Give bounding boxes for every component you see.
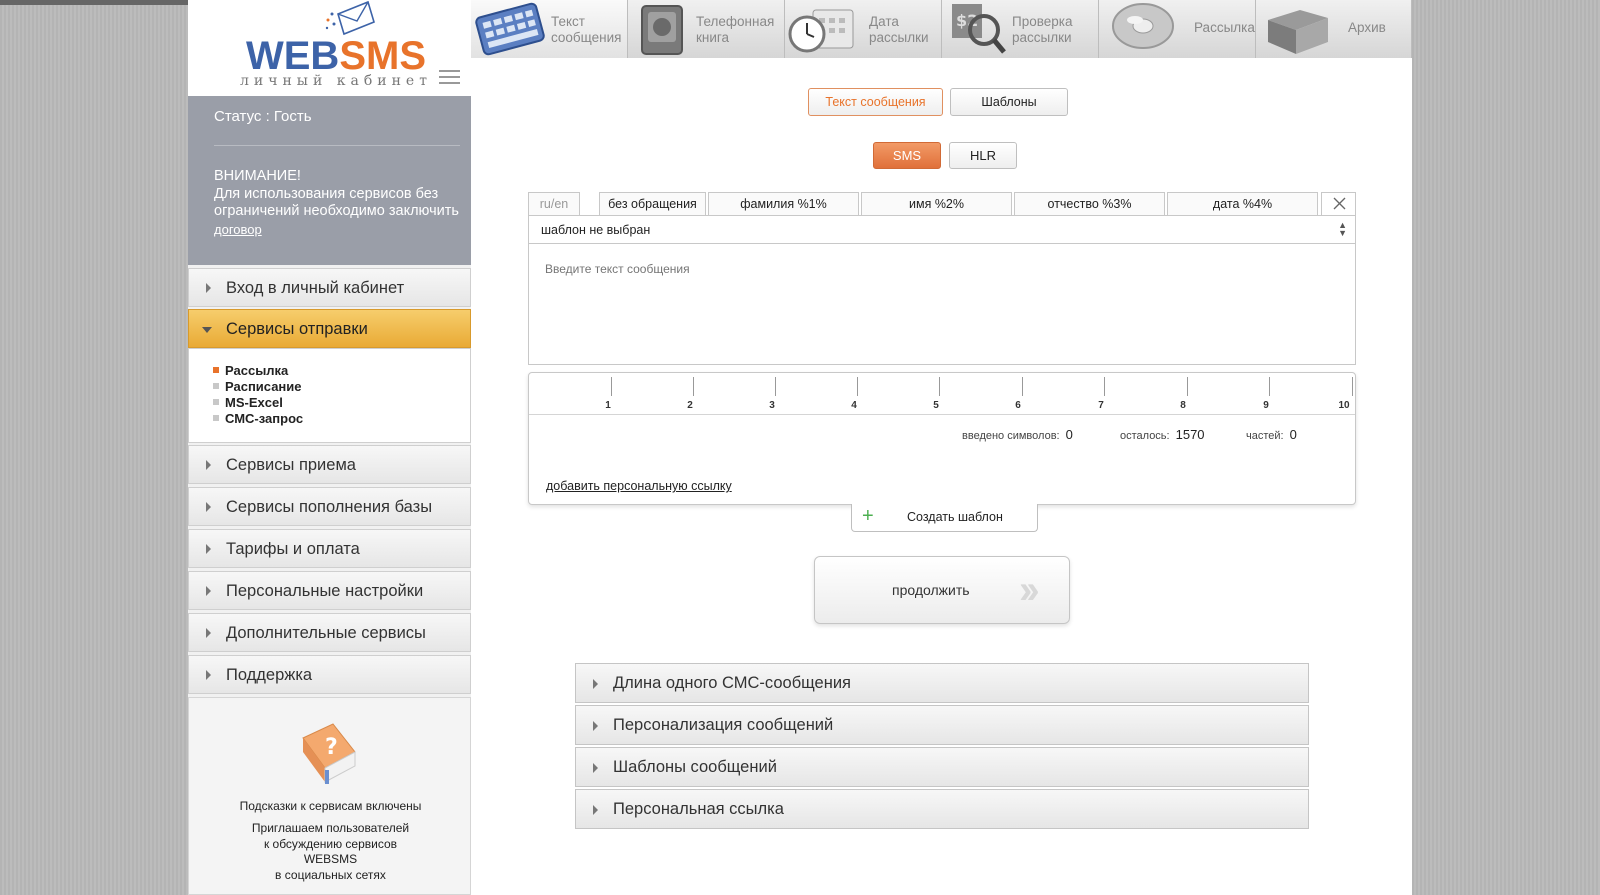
help-status-text: Подсказки к сервисам включены — [239, 799, 422, 813]
ruler-label: 4 — [851, 400, 857, 411]
logo[interactable] — [188, 0, 471, 96]
svg-text:?: ? — [325, 735, 338, 760]
sidebar-item-label: Персональные настройки — [226, 582, 424, 600]
submenu-item-mailing[interactable]: Рассылка — [225, 363, 288, 378]
template-select[interactable] — [528, 215, 1356, 244]
envelope-icon — [324, 0, 376, 36]
add-personal-link[interactable]: добавить персональную ссылку — [546, 479, 732, 493]
logo-text: WEBSMS — [246, 34, 427, 78]
sidebar-item-receive-services[interactable] — [188, 445, 471, 484]
bullet-icon — [213, 367, 219, 373]
main-content — [471, 0, 1412, 895]
tab-label: Текст сообщения — [551, 14, 622, 45]
tab-no-address[interactable]: без обращения — [599, 192, 706, 215]
submenu-item-sms-request[interactable]: СМС-запрос — [225, 411, 303, 426]
triangle-right-icon — [593, 679, 598, 689]
status-panel — [188, 96, 471, 265]
triangle-right-icon — [206, 670, 211, 680]
tab-mailing[interactable] — [1099, 0, 1256, 58]
logo-subtitle: личный кабинет — [240, 73, 432, 89]
ruler-label: 6 — [1015, 400, 1021, 411]
ruler-label: 1 — [605, 400, 611, 411]
triangle-right-icon — [593, 805, 598, 815]
tab-check-mailing[interactable] — [942, 0, 1099, 58]
ruler-tick — [939, 377, 940, 396]
tab-label: Рассылка — [1194, 20, 1255, 35]
sidebar-item-send-services[interactable] — [188, 309, 471, 348]
ruler-tick — [775, 377, 776, 396]
message-input[interactable] — [528, 244, 1356, 365]
chevron-updown-icon: ▲ ▼ — [1338, 220, 1347, 238]
mode-templates-button[interactable]: Шаблоны — [950, 88, 1068, 116]
ruler-label: 2 — [687, 400, 693, 411]
tab-phonebook[interactable] — [628, 0, 785, 58]
parts-count: частей: 0 — [1246, 427, 1297, 442]
submenu-item-excel[interactable]: MS-Excel — [225, 395, 283, 410]
ruler-tick — [857, 377, 858, 396]
sidebar — [188, 0, 471, 895]
continue-label: продолжить — [892, 582, 970, 598]
tab-label: Проверка рассылки — [1012, 14, 1073, 45]
triangle-right-icon — [206, 502, 211, 512]
remaining-count: осталось: 1570 — [1120, 427, 1205, 442]
sidebar-item-label: Дополнительные сервисы — [226, 624, 426, 642]
tab-date[interactable]: дата %4% — [1167, 192, 1318, 215]
ruler-label: 3 — [769, 400, 775, 411]
svg-text:$2: $2 — [956, 11, 979, 30]
clock-icon — [787, 2, 859, 56]
ruler-tick — [1187, 377, 1188, 396]
sidebar-item-extra-services[interactable] — [188, 613, 471, 652]
personalization-tabs — [528, 192, 1356, 215]
ruler-label: 10 — [1338, 400, 1350, 411]
status-text: Статус : Гость — [214, 108, 312, 125]
ruler-label: 7 — [1098, 400, 1104, 411]
submenu-send-services — [188, 348, 471, 443]
divider — [214, 145, 460, 146]
ruler-label: 8 — [1180, 400, 1186, 411]
accordion-label: Персонализация сообщений — [613, 716, 834, 734]
tab-label: Телефонная книга — [696, 14, 775, 45]
triangle-right-icon — [206, 283, 211, 293]
close-icon — [1322, 193, 1357, 215]
tab-archive[interactable] — [1256, 0, 1412, 58]
sms-parts-ruler — [529, 373, 1355, 415]
accordion-templates[interactable] — [575, 747, 1309, 787]
triangle-down-icon — [202, 327, 212, 333]
ruler-tick — [1022, 377, 1023, 396]
bullet-icon — [213, 383, 219, 389]
archive-icon — [1260, 2, 1332, 56]
continue-button[interactable] — [814, 556, 1070, 624]
magnifier-icon — [946, 2, 1010, 56]
triangle-right-icon — [206, 586, 211, 596]
tab-label: Архив — [1348, 20, 1386, 35]
help-panel — [188, 697, 471, 895]
ruler-tick — [693, 377, 694, 396]
hamburger-icon[interactable] — [439, 70, 460, 84]
help-book-icon[interactable] — [295, 718, 361, 788]
plus-icon: + — [862, 505, 874, 527]
sidebar-item-support[interactable] — [188, 655, 471, 694]
accordion-label: Персональная ссылка — [613, 800, 784, 818]
sms-button[interactable]: SMS — [873, 142, 941, 169]
counter-panel — [528, 372, 1356, 505]
bullet-icon — [213, 399, 219, 405]
sidebar-item-tariffs[interactable] — [188, 529, 471, 568]
sidebar-item-label: Тарифы и оплата — [226, 540, 360, 558]
ruler-tick — [1269, 377, 1270, 396]
top-tabs — [471, 0, 1412, 58]
hlr-button[interactable]: HLR — [949, 142, 1017, 169]
tab-label: Дата рассылки — [869, 14, 929, 45]
keyboard-icon — [473, 2, 547, 56]
tab-send-date[interactable] — [785, 0, 942, 58]
warning-block — [214, 168, 464, 239]
submenu-item-schedule[interactable]: Расписание — [225, 379, 302, 394]
create-template-button[interactable] — [851, 504, 1038, 532]
ruler-label: 5 — [933, 400, 939, 411]
sidebar-item-settings[interactable] — [188, 571, 471, 610]
triangle-right-icon — [206, 628, 211, 638]
triangle-right-icon — [593, 763, 598, 773]
sidebar-item-label: Вход в личный кабинет — [226, 279, 405, 297]
clear-button[interactable] — [1321, 192, 1356, 215]
tab-name[interactable]: имя %2% — [861, 192, 1012, 215]
accordion-personalization[interactable] — [575, 705, 1309, 745]
tab-patronymic[interactable]: отчество %3% — [1014, 192, 1165, 215]
ruler-tick — [611, 377, 612, 396]
bullet-icon — [213, 415, 219, 421]
mode-text-button[interactable]: Текст сообщения — [808, 88, 943, 116]
warning-title: ВНИМАНИЕ! — [214, 168, 301, 184]
tab-surname[interactable]: фамилия %1% — [708, 192, 859, 215]
double-chevron-right-icon: ›› — [1019, 568, 1034, 612]
ruler-tick — [1104, 377, 1105, 396]
entered-count: введено символов: 0 — [962, 427, 1073, 442]
template-select-value: шаблон не выбран — [541, 223, 651, 237]
accordion-label: Шаблоны сообщений — [613, 758, 777, 776]
triangle-right-icon — [593, 721, 598, 731]
phonebook-icon — [632, 2, 694, 56]
sidebar-item-label: Сервисы пополнения базы — [226, 498, 433, 516]
triangle-right-icon — [206, 460, 211, 470]
warning-body: Для использования сервисов без ограничений необходимо заключить — [214, 185, 459, 219]
disc-icon — [1109, 2, 1179, 56]
sidebar-item-label: Сервисы приема — [226, 456, 356, 474]
accordion-personal-link[interactable] — [575, 789, 1309, 829]
sidebar-item-label: Сервисы отправки — [226, 320, 368, 338]
sidebar-item-base-services[interactable] — [188, 487, 471, 526]
contract-link[interactable]: договор — [214, 221, 262, 237]
create-template-label: Создать шаблон — [907, 510, 1003, 524]
ruler-label: 9 — [1263, 400, 1269, 411]
sidebar-item-login[interactable] — [188, 268, 471, 307]
help-invite-text: Приглашаем пользователей к обсуждению сервисов WEBSMS в социальных сетях — [251, 821, 410, 882]
triangle-right-icon — [206, 544, 211, 554]
sidebar-item-label: Поддержка — [226, 666, 313, 684]
accordion-label: Длина одного СМС-сообщения — [613, 674, 851, 692]
tab-message-text[interactable] — [471, 0, 628, 58]
tab-ru-en[interactable]: ru/en — [528, 192, 580, 215]
ruler-tick — [1352, 377, 1353, 396]
accordion-sms-length[interactable] — [575, 663, 1309, 703]
